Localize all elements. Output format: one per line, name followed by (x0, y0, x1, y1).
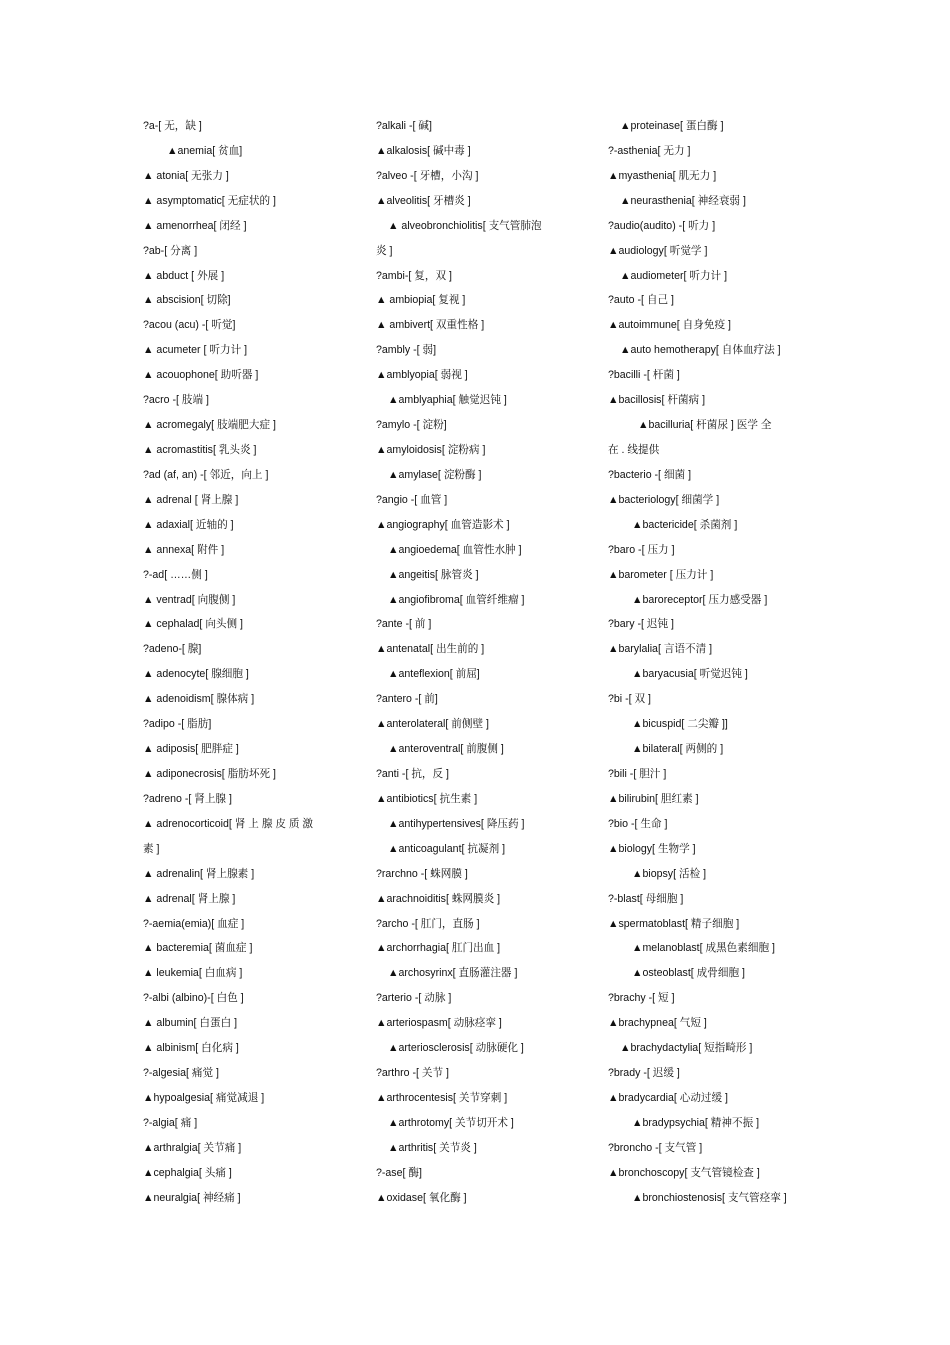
term-entry: 在 . 线提供 (608, 443, 660, 456)
term-entry: ▲arteriosclerosis[ 动脉硬化 ] (388, 1042, 524, 1055)
term-entry: ▲anemia[ 贫血] (167, 144, 243, 157)
term-entry: ?adreno -[ 肾上腺 ] (143, 792, 232, 805)
term-entry: ?arthro -[ 关节 ] (376, 1067, 449, 1080)
term-entry: ?ab-[ 分离 ] (143, 244, 198, 257)
term-entry: ▲anticoagulant[ 抗凝剂 ] (388, 842, 506, 855)
term-entry: ?auto -[ 自己 ] (608, 294, 674, 307)
term-entry: ▲alkalosis[ 碱中毒 ] (376, 144, 471, 157)
term-entry: ▲ adiposis[ 肥胖症 ] (143, 743, 239, 756)
term-entry: ?-algesia[ 痛觉 ] (143, 1067, 219, 1080)
term-entry: ▲bicuspid[ 二尖瓣 ]] (632, 718, 728, 731)
term-entry: ▲ ambiopia[ 复视 ] (376, 294, 466, 307)
term-entry: ?ad (af, an) -[ 邻近，向上 ] (143, 468, 269, 481)
column-2 (376, 118, 601, 1215)
term-entry: ▲brachydactylia[ 短指畸形 ] (620, 1042, 753, 1055)
term-entry: ▲amblyopia[ 弱视 ] (376, 369, 468, 382)
term-entry: ?anti -[ 抗，反 ] (376, 767, 449, 780)
term-entry: ▲bacillosis[ 杆菌病 ] (608, 394, 706, 407)
term-entry: ▲anteflexion[ 前屈] (388, 668, 480, 681)
term-entry: ?audio(audito) -[ 听力 ] (608, 219, 716, 232)
term-entry: ▲ amenorrhea[ 闭经 ] (143, 219, 247, 232)
term-entry: ▲bactericide[ 杀菌剂 ] (632, 518, 738, 531)
term-entry: ?a-[ 无，缺 ] (143, 120, 202, 132)
term-entry: ?archo -[ 肛门，直肠 ] (376, 917, 480, 930)
term-entry: ?ambly -[ 弱] (376, 344, 437, 357)
term-entry: ?-aemia(emia)[ 血症 ] (143, 917, 245, 930)
term-entry: ▲anteroventral[ 前腹侧 ] (388, 743, 504, 756)
term-entry: ▲ cephalad[ 向头侧 ] (143, 618, 243, 631)
term-entry: ?broncho -[ 支气管 ] (608, 1141, 703, 1154)
term-entry: ?bacilli -[ 杆菌 ] (608, 369, 680, 382)
term-entry: ▲neuralgia[ 神经痛 ] (143, 1191, 241, 1204)
term-entry: ▲bacteriology[ 细菌学 ] (608, 493, 720, 506)
term-entry: ▲ abduct [ 外展 ] (143, 269, 225, 282)
term-entry: ?adeno-[ 腺] (143, 643, 202, 656)
term-entry: ▲archosyrinx[ 直肠灌注器 ] (388, 967, 518, 980)
term-entry: ▲biology[ 生物学 ] (608, 842, 696, 855)
term-entry: ▲arthritis[ 关节炎 ] (388, 1141, 477, 1154)
term-entry: ?acro -[ 肢端 ] (143, 394, 209, 407)
term-entry: ▲ atonia[ 无张力 ] (143, 169, 229, 182)
term-entry: ▲antihypertensives[ 降压药 ] (388, 817, 525, 830)
term-entry: ▲barometer [ 压力计 ] (608, 568, 714, 581)
column-1 (143, 118, 368, 1215)
term-entry: ▲spermatoblast[ 精子细胞 ] (608, 917, 740, 930)
term-entry: ?bi -[ 双 ] (608, 693, 651, 706)
term-entry: ▲amyloidosis[ 淀粉病 ] (376, 443, 486, 456)
term-entry: ▲proteinase[ 蛋白酶 ] (620, 120, 724, 132)
term-entry: ?-blast[ 母细胞 ] (608, 892, 684, 905)
term-entry: ?bary -[ 迟钝 ] (608, 618, 674, 631)
term-entry: ?bio -[ 生命 ] (608, 817, 668, 830)
term-entry: ▲ ventrad[ 向腹侧 ] (143, 593, 236, 606)
term-entry: ▲bronchoscopy[ 支气管镜检查 ] (608, 1166, 760, 1179)
term-entry: ▲arthralgia[ 关节痛 ] (143, 1141, 242, 1154)
term-entry: ▲cephalgia[ 头痛 ] (143, 1166, 232, 1179)
term-entry: ▲ adrenalin[ 肾上腺素 ] (143, 867, 255, 880)
term-entry: ▲ leukemia[ 白血病 ] (143, 967, 243, 980)
term-entry: ?bacterio -[ 细菌 ] (608, 468, 692, 481)
term-entry: ▲ adrenocorticoid[ 肾 上 腺 皮 质 激 (143, 817, 314, 830)
term-entry: ▲angioedema[ 血管性水肿 ] (388, 543, 522, 556)
term-entry: ?-algia[ 痛 ] (143, 1116, 198, 1129)
term-entry: ▲anterolateral[ 前侧壁 ] (376, 718, 489, 731)
term-entry: ▲bronchiostenosis[ 支气管痉挛 ] (632, 1191, 787, 1204)
term-entry: ▲neurasthenia[ 神经衰弱 ] (620, 194, 746, 207)
term-entry: ▲ albumin[ 白蛋白 ] (143, 1017, 238, 1030)
term-entry: ▲angiography[ 血管造影术 ] (376, 518, 510, 531)
term-entry: ?bili -[ 胆汁 ] (608, 767, 667, 780)
term-entry: ▲audiometer[ 听力计 ] (620, 269, 728, 282)
term-entry: ▲ acromastitis[ 乳头炎 ] (143, 443, 257, 456)
term-entry: ▲ adenocyte[ 腺细胞 ] (143, 668, 249, 681)
term-entry: ▲ annexa[ 附件 ] (143, 543, 225, 556)
term-entry: ▲autoimmune[ 自身免疫 ] (608, 319, 731, 332)
term-entry: ▲bilateral[ 两侧的 ] (632, 743, 724, 756)
term-entry: ?antero -[ 前] (376, 693, 438, 706)
term-entry: ▲ adrenal [ 肾上腺 ] (143, 493, 239, 506)
term-entry: ?rarchno -[ 蛛网膜 ] (376, 867, 468, 880)
term-entry: ?adipo -[ 脂肪] (143, 718, 212, 731)
term-entry: ?-asthenia[ 无力 ] (608, 144, 691, 157)
term-entry: ▲ alveobronchiolitis[ 支气管肺泡 (388, 219, 542, 232)
term-entry: ▲arthrocentesis[ 关节穿刺 ] (376, 1091, 508, 1104)
term-entry: ▲angeitis[ 脉管炎 ] (388, 568, 479, 581)
term-entry: ?acou (acu) -[ 听觉] (143, 319, 236, 332)
term-entry: ▲brachypnea[ 气短 ] (608, 1017, 707, 1030)
term-entry: ▲bilirubin[ 胆红素 ] (608, 792, 699, 805)
term-entry: ?-ase[ 酶] (376, 1166, 422, 1179)
term-entry: ▲amblyaphia[ 触觉迟钝 ] (388, 394, 507, 407)
term-entry: ▲arteriospasm[ 动脉痉挛 ] (376, 1017, 502, 1030)
term-entry: ?ambi-[ 复，双 ] (376, 269, 452, 282)
term-entry: ▲antibiotics[ 抗生素 ] (376, 792, 478, 805)
term-entry: ▲arthrotomy[ 关节切开术 ] (388, 1116, 514, 1129)
term-entry: ▲biopsy[ 活检 ] (632, 867, 707, 880)
term-entry: ▲osteoblast[ 成骨细胞 ] (632, 967, 745, 980)
term-entry: ?arterio -[ 动脉 ] (376, 992, 452, 1005)
term-entry: ▲ ambivert[ 双重性格 ] (376, 319, 485, 332)
term-entry: ▲ acromegaly[ 肢端肥大症 ] (143, 419, 276, 432)
term-entry: ▲ acouophone[ 助听器 ] (143, 369, 259, 382)
term-entry: ▲auto hemotherapy[ 自体血疗法 ] (620, 344, 781, 357)
term-entry: ?ante -[ 前 ] (376, 618, 432, 631)
term-entry: ▲ adaxial[ 近轴的 ] (143, 518, 234, 531)
term-entry: ▲baryacusia[ 听觉迟钝 ] (632, 668, 748, 681)
term-entry: ▲bradypsychia[ 精神不振 ] (632, 1116, 760, 1129)
term-entry: ▲bacilluria[ 杆菌尿 ] 医学 全 (638, 419, 772, 432)
term-entry: ▲ asymptomatic[ 无症状的 ] (143, 194, 276, 207)
term-entry: ▲ acumeter [ 听力计 ] (143, 344, 248, 357)
term-entry: ▲ adrenal[ 肾上腺 ] (143, 892, 236, 905)
term-entry: ▲alveolitis[ 牙槽炎 ] (376, 194, 471, 207)
term-entry: ?-ad[ ……侧 ] (143, 568, 208, 581)
term-entry: ▲amylase[ 淀粉酶 ] (388, 468, 482, 481)
term-entry: ?-albi (albino)-[ 白色 ] (143, 992, 244, 1005)
term-entry: 炎 ] (376, 244, 393, 257)
term-entry: ▲arachnoiditis[ 蛛网膜炎 ] (376, 892, 501, 905)
term-entry: ▲ adiponecrosis[ 脂肪坏死 ] (143, 767, 276, 780)
term-entry: ?brady -[ 迟缓 ] (608, 1067, 680, 1080)
term-entry: ▲angiofibroma[ 血管纤维瘤 ] (388, 593, 525, 606)
term-entry: ▲oxidase[ 氧化酶 ] (376, 1191, 467, 1204)
term-entry: ?brachy -[ 短 ] (608, 992, 675, 1005)
term-entry: ▲ albinism[ 白化病 ] (143, 1042, 239, 1055)
term-entry: ?angio -[ 血管 ] (376, 493, 448, 506)
term-entry: ▲myasthenia[ 肌无力 ] (608, 169, 717, 182)
term-entry: ▲audiology[ 听觉学 ] (608, 244, 708, 257)
term-entry: ▲melanoblast[ 成黑色素细胞 ] (632, 942, 775, 955)
term-entry: ?amylo -[ 淀粉] (376, 419, 447, 432)
term-entry: ▲ bacteremia[ 菌血症 ] (143, 942, 253, 955)
term-entry: ▲bradycardia[ 心动过缓 ] (608, 1091, 728, 1104)
term-entry: ?baro -[ 压力 ] (608, 543, 675, 556)
term-entry: ?alveo -[ 牙槽，小沟 ] (376, 169, 479, 182)
term-entry: ▲archorrhagia[ 肛门出血 ] (376, 942, 501, 955)
term-entry: ▲barylalia[ 言语不清 ] (608, 643, 713, 656)
column-3 (608, 118, 818, 1215)
term-entry: ▲hypoalgesia[ 痛觉减退 ] (143, 1091, 265, 1104)
term-entry: ▲ abscision[ 切除] (143, 294, 231, 307)
term-entry: ▲antenatal[ 出生前的 ] (376, 643, 485, 656)
term-entry: ▲ adenoidism[ 腺体病 ] (143, 693, 255, 706)
term-entry: ▲baroreceptor[ 压力感受器 ] (632, 593, 768, 606)
term-entry: ?alkali -[ 碱] (376, 120, 432, 132)
term-entry: 素 ] (143, 842, 160, 855)
